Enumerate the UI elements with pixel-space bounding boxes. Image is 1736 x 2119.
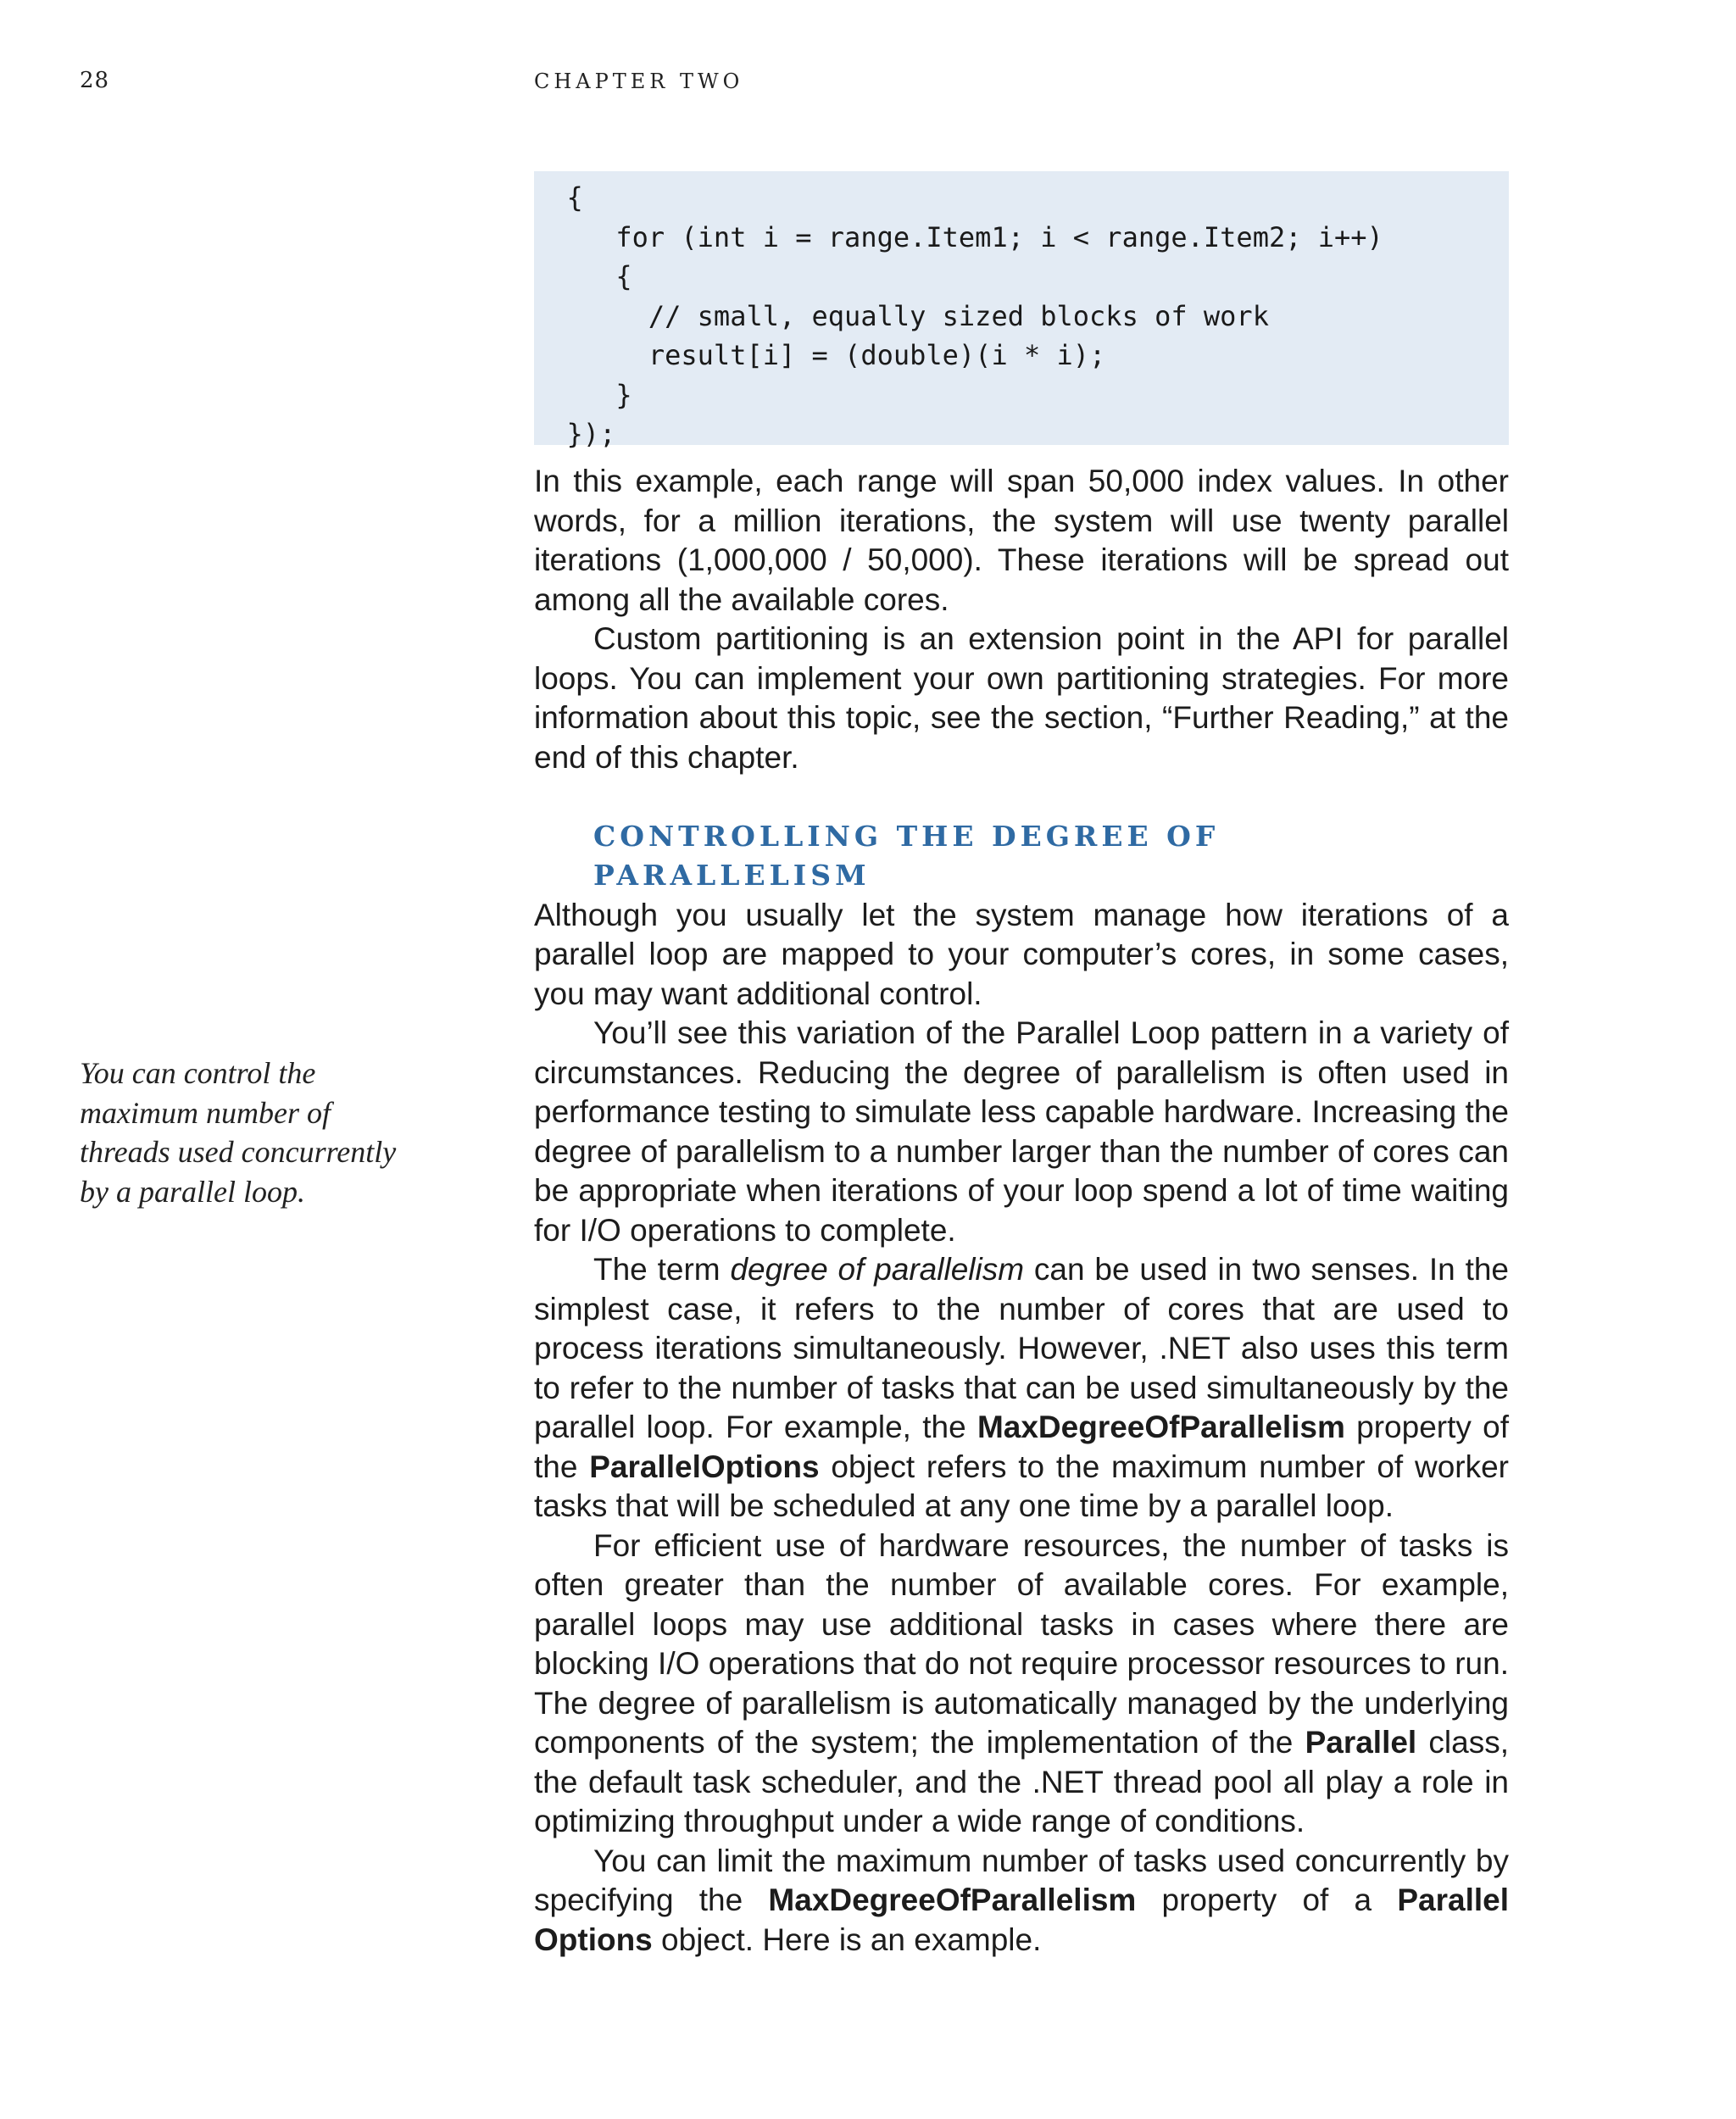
margin-note (80, 1054, 436, 1211)
margin-note-line: by a parallel loop. (80, 1174, 305, 1209)
code-line: } (534, 378, 632, 411)
running-head: CHAPTER TWO (534, 70, 744, 93)
bold-term: MaxDegreeOfParallelism (768, 1883, 1137, 1917)
margin-note-line: maximum number of (80, 1095, 331, 1130)
text-run: object. Here is an example. (652, 1922, 1042, 1957)
paragraph-range-span: In this example, each range will span 50,000 index values. In other words, for a million iterations, the system will use twenty parallel iterations (1,000,000 / 50,000). These iterations will be spread out among all the available cores. (534, 464, 1509, 617)
margin-note-line: You can control the (80, 1056, 316, 1090)
code-line: { (534, 260, 632, 292)
paragraph-degree-term (534, 1250, 1509, 1527)
text-run: can be used in two senses. In the simplest case, it refers to the number of cores that are used to process iterations simultaneously. However, .NET also uses this term to refer to the number of tasks that can be used simultaneously by the parallel loop. For example, the (534, 1252, 1509, 1444)
code-line: { (534, 181, 583, 214)
text-run: object refers to the maximum number of worker tasks that will be scheduled at any one time by a parallel loop. (534, 1449, 1509, 1523)
text-run: The term (593, 1252, 731, 1287)
section-heading: CONTROLLING THE DEGREE OF PARALLELISM (593, 819, 1220, 892)
page-number: 28 (80, 68, 110, 93)
italic-term: degree of parallelism (730, 1252, 1025, 1287)
code-line: // small, equally sized blocks of work (534, 299, 1269, 332)
text-run: You can limit the maximum number of tasks used concurrently by specifying the (534, 1843, 1509, 1917)
paragraph-variation: You’ll see this variation of the Parallel Loop pattern in a variety of circumstances. Reducing the degree of parallelism is often used in performance testing to simulate less capable hardware. Increasing the degree of parallelism to a number larger than the number of cores can be appropriate when iterations of your loop spend a lot of time waiting for I/O operations to complete. (534, 1015, 1509, 1248)
text-run: property of the (534, 1410, 1509, 1484)
margin-note-line: threads used concurrently (80, 1135, 397, 1169)
paragraph-custom-partitioning: Custom partitioning is an extension point in the API for parallel loops. You can implement your own partitioning strategies. For more information about this topic, see the section, “Further Reading,” at the end of this chapter. (534, 621, 1509, 775)
paragraph-limit-tasks (534, 1842, 1509, 1960)
bold-term: Parallel (1305, 1725, 1417, 1760)
bold-term: MaxDegreeOfParallelism (976, 1410, 1345, 1444)
code-line: for (int i = range.Item1; i < range.Item2; i++) (534, 220, 1383, 253)
main-text-column (534, 462, 1509, 1960)
paragraph-additional-control: Although you usually let the system manage how iterations of a parallel loop are mapped to your computer’s cores, in some cases, you may want additional control. (534, 897, 1509, 1011)
code-line: result[i] = (double)(i * i); (534, 339, 1106, 371)
bold-term: ParallelOptions (589, 1449, 820, 1484)
paragraph-efficient-use (534, 1527, 1509, 1842)
text-run: class, the default task scheduler, and the .NET thread pool all play a role in optimizing throughput under a wide range of conditions. (534, 1725, 1509, 1838)
text-run: For efficient use of hardware resources, the number of tasks is often greater than the number of available cores. For example, parallel loops may use additional tasks in cases where there are blocking I/O operations that do not require processor resources to run. The degree of parallelism is automatically managed by the underlying components of the system; the implementation of the (534, 1527, 1509, 1760)
text-run: property of a (1136, 1883, 1398, 1917)
bold-term: Parallel Options (534, 1883, 1509, 1957)
code-line: }); (534, 418, 616, 450)
code-block (534, 171, 1509, 450)
